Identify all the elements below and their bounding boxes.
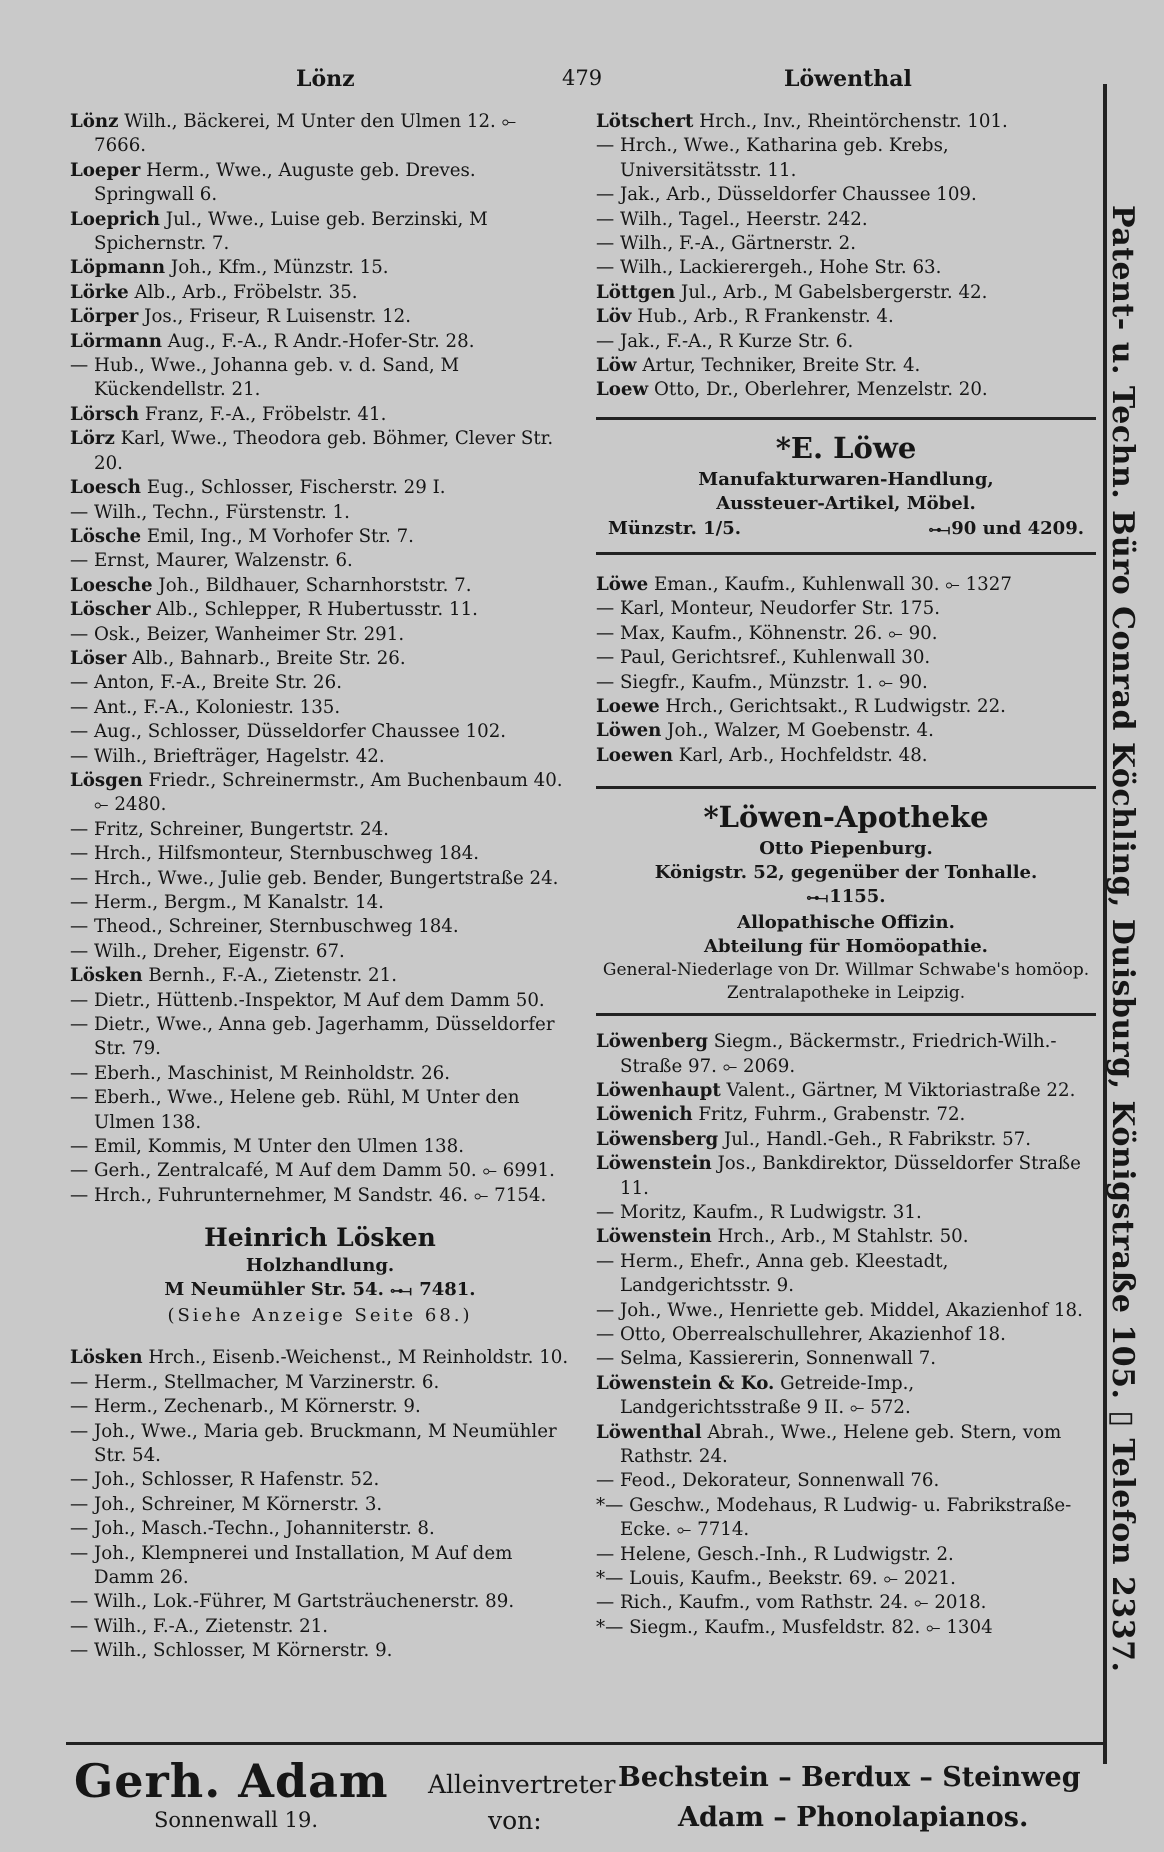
directory-entry <box>596 134 1096 183</box>
directory-entry <box>70 745 570 769</box>
bottom-ad <box>70 1754 1090 1844</box>
entry-surname: Lörz <box>70 428 115 450</box>
directory-entry <box>70 1395 570 1419</box>
entry-surname: Löpmann <box>70 257 166 279</box>
directory-entry <box>596 330 1096 354</box>
entry-details: Jul., Arb., M Gabelsbergerstr. 42. <box>681 281 988 303</box>
entry-details: — Emil, Kommis, M Unter den Ulmen 138. <box>70 1136 464 1158</box>
bottom-ad-name: Gerh. Adam <box>74 1754 389 1808</box>
entry-details: — Hrch., Wwe., Katharina geb. Krebs, Universitätsstr. 11. <box>596 135 949 181</box>
entry-surname: Löwenstein <box>596 1226 712 1248</box>
directory-entry <box>596 256 1096 280</box>
entry-details: Franz, F.-A., Fröbelstr. 41. <box>144 403 387 425</box>
entry-details: — Hrch., Wwe., Julie geb. Bender, Bungertstraße 24. <box>70 867 559 889</box>
ad-loesken <box>70 1222 570 1328</box>
entry-surname: Löv <box>596 306 632 328</box>
directory-entry <box>70 525 570 549</box>
directory-entry <box>70 1062 570 1086</box>
directory-entry <box>70 1639 570 1663</box>
directory-entry <box>596 1543 1096 1567</box>
directory-entry <box>596 305 1096 329</box>
side-banner: Patent- u. Techn. Büro Conrad Köchling, Duisburg, Königstraße 105. ▯ Telefon 2337. <box>1105 205 1140 1673</box>
entry-surname: Löwenthal <box>596 1421 702 1443</box>
entry-details: — Hub., Wwe., Johanna geb. v. d. Sand, M Kückendellstr. 21. <box>70 355 460 401</box>
entry-surname: Lörmann <box>70 330 162 352</box>
ad-loesken-phone: 7481. <box>419 1279 476 1301</box>
entry-details: — Fritz, Schreiner, Bungertstr. 24. <box>70 818 389 840</box>
ad-apotheke-phone-line <box>596 885 1096 911</box>
entry-details: — Joh., Masch.-Techn., Johanniterstr. 8. <box>70 1518 435 1540</box>
entry-surname: Löwenich <box>596 1104 693 1126</box>
entry-details: — Wilh., F.-A., Gärtnerstr. 2. <box>596 233 857 255</box>
entry-details: — Anton, F.-A., Breite Str. 26. <box>70 672 342 694</box>
ad-apotheke-phone: 1155. <box>829 886 886 908</box>
entry-details: — Herm., Bergm., M Kanalstr. 14. <box>70 892 384 913</box>
entry-surname: Löttgen <box>596 281 676 303</box>
entry-details: — Hrch., Hilfsmonteur, Sternbuschweg 184. <box>70 843 480 865</box>
directory-entry <box>70 940 570 964</box>
directory-entry <box>70 696 570 720</box>
entry-details: Joh., Kfm., Münzstr. 15. <box>170 257 389 279</box>
directory-entry <box>596 183 1096 207</box>
entry-details: Siegm., Bäckermstr., Friedrich-Wilh.-Straße 97. ⟜ 2069. <box>620 1031 1057 1077</box>
bottom-ad-brands1: Bechstein – Berdux – Steinweg <box>618 1762 1081 1793</box>
directory-entry <box>70 818 570 842</box>
ad-loesken-address: M Neumühler Str. 54. <box>164 1279 384 1301</box>
entry-surname: Löwe <box>596 573 649 595</box>
entry-details: — Hrch., Fuhrunternehmer, M Sandstr. 46. ⟜ 7154. <box>70 1184 547 1206</box>
directory-entry <box>596 646 1096 670</box>
directory-entry <box>70 1615 570 1639</box>
directory-entry <box>70 1542 570 1591</box>
entry-details: — Eberh., Wwe., Helene geb. Rühl, M Unter den Ulmen 138. <box>70 1087 520 1133</box>
entry-surname: Lörsch <box>70 403 140 425</box>
page-number: 479 <box>562 66 603 90</box>
entry-surname: Löw <box>596 355 637 377</box>
entry-details: Jul., Wwe., Luise geb. Berzinski, M Spichernstr. 7. <box>94 208 488 255</box>
entry-details: Alb., Schlepper, R Hubertusstr. 11. <box>156 599 478 621</box>
entry-details: — Joh., Wwe., Henriette geb. Middel, Akazienhof 18. <box>596 1299 1083 1321</box>
entry-details: Joh., Bildhauer, Scharnhorststr. 7. <box>158 574 472 596</box>
entry-details: — Max, Kaufm., Köhnenstr. 26. ⟜ 90. <box>596 622 938 644</box>
entry-details: Jos., Bankdirektor, Düsseldorfer Straße 11. <box>620 1153 1081 1199</box>
entry-details: Aug., F.-A., R Andr.-Hofer-Str. 28. <box>167 330 475 352</box>
directory-entry <box>70 1590 570 1614</box>
ad-loewe <box>596 428 1096 544</box>
directory-entry <box>70 842 570 866</box>
directory-entry <box>70 476 570 500</box>
ad-loesken-address-line <box>70 1278 570 1304</box>
entry-details: — Wilh., Briefträger, Hagelstr. 42. <box>70 745 385 767</box>
bottom-ad-brands2: Adam – Phonolapianos. <box>678 1802 1029 1833</box>
entry-details: — Ernst, Maurer, Walzenstr. 6. <box>70 550 353 572</box>
directory-entry <box>70 1184 570 1208</box>
right-entries <box>596 110 1096 403</box>
directory-entry <box>596 354 1096 378</box>
entry-details: — Jak., Arb., Düsseldorfer Chaussee 109. <box>596 184 977 206</box>
entry-surname: Löwenhaupt <box>596 1079 721 1101</box>
entry-surname: Lötschert <box>596 111 694 132</box>
right-entries-2 <box>596 573 1096 768</box>
entry-details: — Ant., F.-A., Koloniestr. 135. <box>70 696 341 718</box>
entry-details: — Helene, Gesch.-Inh., R Ludwigstr. 2. <box>596 1543 954 1565</box>
entry-details: Wilh., Bäckerei, M Unter den Ulmen 12. ⟜ 7666. <box>94 111 517 157</box>
entry-details: Valent., Gärtner, M Viktoriastraße 22. <box>726 1079 1076 1101</box>
entry-surname: Lönz <box>70 111 119 132</box>
entry-details: — Wilh., Lok.-Führer, M Gartsträuchenerstr. 89. <box>70 1591 515 1613</box>
entry-details: — Joh., Schreiner, M Körnerstr. 3. <box>70 1493 383 1515</box>
entry-details: Jul., Handl.-Geh., R Fabrikstr. 57. <box>724 1128 1032 1150</box>
directory-entry <box>596 622 1096 646</box>
entry-details: Eug., Schlosser, Fischerstr. 29 I. <box>146 477 446 499</box>
entry-details: Hub., Arb., R Frankenstr. 4. <box>637 306 894 328</box>
directory-entry <box>70 501 570 525</box>
directory-entry <box>596 1347 1096 1371</box>
entry-details: — Feod., Dekorateur, Sonnenwall 76. <box>596 1470 940 1492</box>
entry-details: — Paul, Gerichtsref., Kuhlenwall 30. <box>596 647 931 669</box>
directory-entry <box>70 915 570 939</box>
entry-details: — Gerh., Zentralcafé, M Auf dem Damm 50. ⟜ 6991. <box>70 1160 555 1182</box>
entry-surname: Lösken <box>70 965 143 987</box>
directory-entry <box>596 573 1096 597</box>
directory-entry <box>596 1616 1096 1640</box>
left-entries <box>70 110 570 1208</box>
directory-entry <box>70 867 570 891</box>
directory-entry <box>70 1159 570 1183</box>
directory-entry <box>596 208 1096 232</box>
ad-loewe-title: *E. Löwe <box>775 430 917 465</box>
ad-loesken-note: (Siehe Anzeige Seite 68.) <box>167 1305 473 1327</box>
entry-details: Bernh., F.-A., Zietenstr. 21. <box>148 965 397 987</box>
directory-entry <box>70 1468 570 1492</box>
directory-entry <box>596 744 1096 768</box>
directory-entry <box>596 1469 1096 1493</box>
divider <box>596 1013 1096 1016</box>
entry-details: — Wilh., Dreher, Eigenstr. 67. <box>70 940 345 962</box>
directory-entry <box>70 354 570 403</box>
divider <box>596 417 1096 420</box>
directory-entry <box>70 403 570 427</box>
entry-surname: Löwenstein <box>596 1153 712 1175</box>
ad-apotheke-address: Königstr. 52, gegenüber der Tonhalle. <box>654 862 1038 884</box>
telephone-icon: ⊶⟞ <box>928 522 949 538</box>
entry-details: — Osk., Beizer, Wanheimer Str. 291. <box>70 623 405 645</box>
directory-entry <box>596 1421 1096 1470</box>
entry-details: — Herm., Ehefr., Anna geb. Kleestadt, Landgerichtsstr. 9. <box>596 1250 949 1297</box>
ad-loesken-subtitle: Holzhandlung. <box>245 1255 395 1277</box>
directory-entry <box>596 719 1096 743</box>
left-column <box>70 110 570 1664</box>
entry-details: Getreide-Imp., Landgerichtsstraße 9 II. ⟜ 572. <box>620 1372 915 1419</box>
bottom-ad-label2: von: <box>488 1806 542 1835</box>
ad-loewe-row <box>596 516 1096 544</box>
entry-details: *— Geschw., Modehaus, R Ludwig- u. Fabrikstraße-Ecke. ⟜ 7714. <box>596 1494 1072 1541</box>
ad-loewe-address: Münzstr. 1/5. <box>608 517 742 539</box>
directory-entry <box>70 1086 570 1135</box>
directory-entry <box>70 110 570 159</box>
entry-details: — Herm., Stellmacher, M Varzinerstr. 6. <box>70 1371 440 1393</box>
directory-entry <box>596 1591 1096 1615</box>
directory-entry <box>596 232 1096 256</box>
entry-details: — Aug., Schlosser, Düsseldorfer Chaussee 102. <box>70 721 507 743</box>
entry-details: Karl, Arb., Hochfeldstr. 48. <box>678 744 928 766</box>
directory-entry <box>70 720 570 744</box>
entry-details: Herm., Wwe., Auguste geb. Dreves. Springwall 6. <box>94 159 476 206</box>
entry-details: — Moritz, Kaufm., R Ludwigstr. 31. <box>596 1201 922 1223</box>
directory-entry <box>70 1346 570 1370</box>
ad-loewe-line1: Manufakturwaren-Handlung, <box>698 468 994 490</box>
directory-entry <box>70 891 570 915</box>
entry-surname: Loewen <box>596 744 673 766</box>
directory-entry <box>70 964 570 988</box>
entry-surname: Lösgen <box>70 769 143 791</box>
header-right: Löwenthal <box>784 66 912 92</box>
right-column <box>596 110 1096 1640</box>
directory-entry <box>596 1201 1096 1225</box>
entry-details: — Siegfr., Kaufm., Münzstr. 1. ⟜ 90. <box>596 671 928 693</box>
directory-entry <box>596 597 1096 621</box>
ad-apotheke-line1: Allopathische Offizin. <box>737 912 955 934</box>
entry-surname: Loeprich <box>70 208 160 230</box>
left-entries-2 <box>70 1346 570 1663</box>
entry-details: Abrah., Wwe., Helene geb. Stern, vom Rathstr. 24. <box>620 1421 1062 1468</box>
entry-details: Emil, Ing., M Vorhofer Str. 7. <box>146 525 414 547</box>
entry-details: Joh., Walzer, M Goebenstr. 4. <box>667 720 934 742</box>
entry-details: *— Siegm., Kaufm., Musfeldstr. 82. ⟜ 1304 <box>596 1616 993 1638</box>
directory-entry <box>70 598 570 622</box>
entry-details: Hrch., Eisenb.-Weichenst., M Reinholdstr. 10. <box>148 1347 569 1369</box>
entry-details: Otto, Dr., Oberlehrer, Menzelstr. 20. <box>653 379 988 401</box>
directory-entry <box>596 1152 1096 1201</box>
directory-entry <box>70 1135 570 1159</box>
directory-entry <box>70 1371 570 1395</box>
entry-details: — Theod., Schreiner, Sternbuschweg 184. <box>70 916 459 938</box>
directory-entry <box>70 330 570 354</box>
entry-details: — Joh., Schlosser, R Hafenstr. 52. <box>70 1469 380 1491</box>
entry-surname: Löwenstein & Ko. <box>596 1372 775 1394</box>
entry-details: Hrch., Inv., Rheintörchenstr. 101. <box>699 111 1008 132</box>
entry-details: — Wilh., Techn., Fürstenstr. 1. <box>70 501 350 523</box>
entry-surname: Loew <box>596 379 649 401</box>
directory-entry <box>70 549 570 573</box>
bottom-ad-address: Sonnenwall 19. <box>154 1808 319 1832</box>
entry-surname: Löwen <box>596 720 662 742</box>
directory-entry <box>70 1420 570 1469</box>
directory-entry <box>596 1103 1096 1127</box>
entry-details: — Wilh., Tagel., Heerstr. 242. <box>596 208 868 230</box>
ad-apotheke-line3: General-Niederlage von Dr. Willmar Schwabe's homöop. Zentralapotheke in Leipzig. <box>602 960 1090 1004</box>
entry-details: — Wilh., Lackierergeh., Hohe Str. 63. <box>596 257 942 279</box>
entry-details: — Joh., Wwe., Maria geb. Bruckmann, M Neumühler Str. 54. <box>70 1420 557 1466</box>
divider <box>596 552 1096 555</box>
entry-details: *— Louis, Kaufm., Beekstr. 69. ⟜ 2021. <box>596 1568 956 1590</box>
entry-details: — Joh., Klempnerei und Installation, M Auf dem Damm 26. <box>70 1542 513 1588</box>
entry-details: Jos., Friseur, R Luisenstr. 12. <box>144 306 412 328</box>
ad-apotheke <box>596 797 1096 1005</box>
entry-surname: Löwenberg <box>596 1031 708 1053</box>
telephone-icon: ⊶⟞ <box>390 1284 410 1300</box>
entry-surname: Loewe <box>596 695 660 717</box>
entry-details: Artur, Techniker, Breite Str. 4. <box>642 355 921 377</box>
ad-loewe-phone: 90 und 4209. <box>951 517 1084 539</box>
entry-surname: Löscher <box>70 599 151 621</box>
divider <box>596 786 1096 789</box>
directory-entry <box>70 305 570 329</box>
directory-entry <box>596 378 1096 402</box>
directory-entry <box>596 1567 1096 1591</box>
entry-details: — Dietr., Hüttenb.-Inspektor, M Auf dem Damm 50. <box>70 989 545 1011</box>
entry-surname: Lösken <box>70 1347 143 1369</box>
entry-surname: Loeper <box>70 159 141 181</box>
directory-entry <box>70 671 570 695</box>
directory-entry <box>596 1250 1096 1299</box>
directory-entry <box>70 208 570 257</box>
directory-entry <box>596 671 1096 695</box>
telephone-icon: ⊶⟞ <box>806 891 827 907</box>
directory-entry <box>596 1225 1096 1249</box>
directory-entry <box>70 1517 570 1541</box>
directory-entry <box>596 1128 1096 1152</box>
directory-entry <box>70 647 570 671</box>
entry-details: — Wilh., F.-A., Zietenstr. 21. <box>70 1615 329 1637</box>
entry-surname: Loesch <box>70 477 142 499</box>
right-entries-3 <box>596 1030 1096 1640</box>
entry-details: Hrch., Arb., M Stahlstr. 50. <box>717 1226 969 1248</box>
entry-details: Fritz, Fuhrm., Grabenstr. 72. <box>698 1104 966 1126</box>
entry-details: Hrch., Gerichtsakt., R Ludwigstr. 22. <box>665 695 1006 717</box>
directory-entry <box>596 110 1096 134</box>
entry-surname: Lörke <box>70 281 129 303</box>
entry-details: — Selma, Kassiererin, Sonnenwall 7. <box>596 1348 937 1370</box>
directory-entry <box>70 623 570 647</box>
directory-entry <box>596 1323 1096 1347</box>
entry-details: Alb., Bahnarb., Breite Str. 26. <box>132 647 406 669</box>
entry-details: Friedr., Schreinermstr., Am Buchenbaum 40. ⟜ 2480. <box>94 769 563 816</box>
directory-entry <box>596 281 1096 305</box>
ad-loesken-title: Heinrich Lösken <box>204 1223 436 1253</box>
directory-entry <box>70 574 570 598</box>
directory-entry <box>70 1013 570 1062</box>
entry-details: — Dietr., Wwe., Anna geb. Jagerhamm, Düsseldorfer Str. 79. <box>70 1014 555 1060</box>
entry-surname: Löser <box>70 647 127 669</box>
directory-entry <box>70 159 570 208</box>
entry-details: — Jak., F.-A., R Kurze Str. 6. <box>596 330 854 352</box>
entry-details: — Herm., Zechenarb., M Körnerstr. 9. <box>70 1396 421 1418</box>
entry-details: — Karl, Monteur, Neudorfer Str. 175. <box>596 598 940 620</box>
directory-entry <box>70 1493 570 1517</box>
ad-loewe-line2: Aussteuer-Artikel, Möbel. <box>716 492 976 514</box>
directory-entry <box>70 989 570 1013</box>
ad-apotheke-line2: Abteilung für Homöopathie. <box>704 936 988 958</box>
entry-details: Karl, Wwe., Theodora geb. Böhmer, Clever Str. 20. <box>94 428 554 474</box>
ad-apotheke-title: *Löwen-Apotheke <box>703 800 989 835</box>
entry-surname: Lösche <box>70 525 142 547</box>
entry-surname: Löwensberg <box>596 1128 719 1150</box>
entry-details: — Otto, Oberrealschullehrer, Akazienhof 18. <box>596 1324 1006 1345</box>
bottom-divider <box>66 1742 1106 1745</box>
directory-entry <box>596 1372 1096 1421</box>
directory-entry <box>596 1299 1096 1323</box>
entry-details: Eman., Kaufm., Kuhlenwall 30. ⟜ 1327 <box>653 573 1012 595</box>
directory-entry <box>70 769 570 818</box>
ad-apotheke-owner: Otto Piepenburg. <box>759 838 933 860</box>
header-left: Lönz <box>296 66 355 92</box>
entry-surname: Lörper <box>70 306 139 328</box>
directory-entry <box>70 427 570 476</box>
directory-entry <box>596 1079 1096 1103</box>
entry-surname: Loesche <box>70 574 153 596</box>
entry-details: — Wilh., Schlosser, M Körnerstr. 9. <box>70 1640 393 1662</box>
bottom-ad-label1: Alleinvertreter <box>428 1770 616 1799</box>
entry-details: — Eberh., Maschinist, M Reinholdstr. 26. <box>70 1062 450 1084</box>
entry-details: — Rich., Kaufm., vom Rathstr. 24. ⟜ 2018. <box>596 1592 987 1614</box>
directory-entry <box>596 695 1096 719</box>
directory-entry <box>596 1494 1096 1543</box>
directory-entry <box>596 1030 1096 1079</box>
directory-entry <box>70 281 570 305</box>
entry-details: Alb., Arb., Fröbelstr. 35. <box>134 281 358 303</box>
directory-entry <box>70 256 570 280</box>
